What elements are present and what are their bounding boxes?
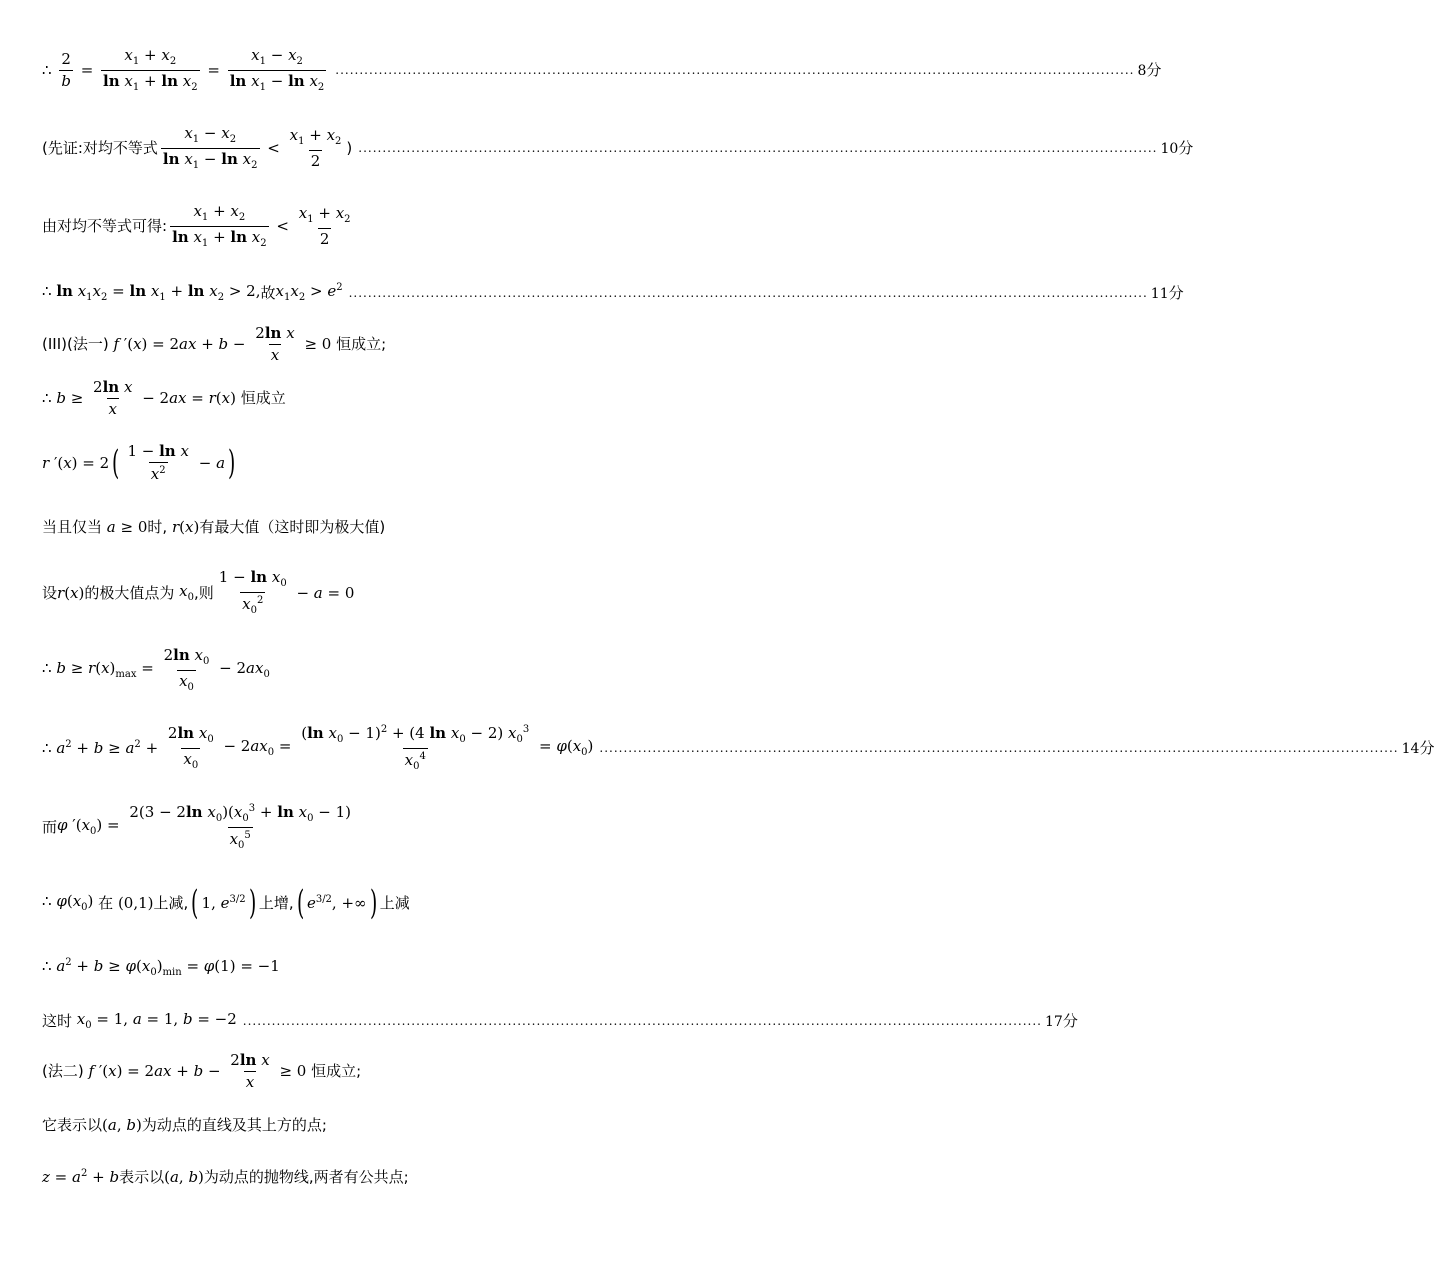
line-16: 这时 $x_0 = 1$, a = 1, b = −2 ...................................................................................................................................................................... 17分 [42, 1009, 1078, 1031]
fraction: $\frac{2\ln x_0}{x_0}$ [163, 645, 210, 693]
fraction: $\frac{x_1 + x_2}{\ln x_1 + \ln x_2}$ [172, 201, 267, 249]
score-mark: 11分 [1150, 283, 1184, 302]
line-5: (III)(法一) f ′(x) = 2ax + b − $\frac{\text{2ln x}}{x}$ ≥ 0 恒成立; [42, 323, 387, 364]
line-2: (先证:对均不等式 $\frac{x_1 - x_2}{\ln x_1 - \ln x_2}$ < $\frac{x_1 + x_2}{2}$ ) ...................................................................................................................................................................... 10分 [42, 123, 1194, 171]
line-17: (法二) f ′(x) = 2ax + b − $\frac{\text{2ln x}}{x}$ ≥ 0 恒成立; [42, 1050, 362, 1091]
leader-dots: ...................................................................................................................................................................... [358, 141, 1158, 155]
fraction: $\frac{x_1 + x_2}{2}$ [298, 203, 351, 248]
score-mark: 8分 [1137, 60, 1162, 79]
fraction: $\frac{2}{b}$ [61, 49, 71, 90]
leader-dots: ...................................................................................................................................................................... [348, 286, 1148, 300]
fraction: $\frac{x_1 - x_2}{\ln x_1 - \ln x_2}$ [229, 45, 325, 93]
line-15: ∴ $a^2 + b \ge \varphi(x_0)_{min} = \varphi(1) = -1$ [42, 957, 280, 978]
line-14: ∴ $\varphi(x_0)$ 在 (0,1) 上减, ( 1, $e^{3/2}$ ) 上增, ( $e^{3/2}$, +∞ ) 上减 [42, 883, 410, 923]
fraction: $\frac{2(3 - 2\ln x_0)(x_0^3 + \ln x_0 - 1)}{x_0^5}$ [129, 802, 351, 851]
fraction: $\frac{\text{2ln x}}{x}$ [230, 1050, 270, 1091]
score-mark: 10分 [1160, 138, 1194, 157]
score-mark: 14分 [1401, 738, 1434, 757]
line-10: ∴ $b \ge r(x)_{max}$ = $\frac{2\ln x_0}{x_0}$ − $2ax_0$ [42, 645, 270, 693]
leader-dots: ...................................................................................................................................................................... [599, 741, 1399, 755]
line-9: 设 r(x) 的极大值点为 $x_0$ ,则 $\frac{1 - \ln x_0}{x_0^2}$ − a = 0 [42, 568, 355, 616]
line-7: r ′(x) = 2 ( $\frac{\text{1 − ln x}}{x^2}$ − a ) [42, 442, 236, 483]
line-19: $z = a^2 + b$ 表示以 (a, b) 为动点的抛物线,两者有公共点; [42, 1167, 409, 1186]
line-3: 由对均不等式可得: $\frac{x_1 + x_2}{\ln x_1 + \ln x_2}$ < $\frac{x_1 + x_2}{2}$ [42, 201, 351, 249]
fraction: $\frac{\text{2ln x}}{x}$ [255, 323, 295, 364]
fraction: $\frac{\text{2ln x}}{x}$ [93, 377, 133, 418]
leader-dots: ...................................................................................................................................................................... [335, 63, 1135, 77]
line-8: 当且仅当 a ≥ 0 时, r(x) 有最大值（这时即为极大值) [42, 517, 386, 536]
fraction: $\frac{2\ln x_0}{x_0}$ [167, 723, 214, 771]
fraction: $\frac{x_1 + x_2}{\ln x_1 + \ln x_2}$ [103, 45, 198, 93]
line-13: 而 φ $'(x_0)$ = $\frac{2(3 - 2\ln x_0)(x_0^3 + \ln x_0 - 1)}{x_0^5}$ [42, 802, 351, 851]
line-4: ∴ $\ln x_1x_2 = \ln x_1 + \ln x_2 > 2$, 故 $x_1x_2 > e^2$ ...................................................................................................................................................................... 11分 [42, 281, 1184, 303]
fraction: $\frac{x_1 + x_2}{2}$ [289, 125, 342, 170]
line-6: ∴ b ≥ $\frac{\text{2ln x}}{x}$ − 2ax = r(x) 恒成立 [42, 377, 286, 418]
fraction: $\frac{(\ln x_0 - 1)^2 + (4 \ln x_0 - 2) x_0^3}{x_0^4}$ [301, 723, 530, 772]
score-mark: 17分 [1045, 1011, 1078, 1030]
fraction: $\frac{1 - \ln x_0}{x_0^2}$ [218, 568, 287, 616]
line-18: 它表示以 (a, b) 为动点的直线及其上方的点; [42, 1115, 327, 1134]
line-12: ∴ $a^2 + b \ge a^2$ + $\frac{2\ln x_0}{x_0}$ − $2ax_0$ = $\frac{(\ln x_0 - 1)^2 + (4 \ln x_0 - 2) x_0^3}{x_0^4}$ = $\varphi(x_0)$ ...................................................................................................................................................................... 14分 [42, 723, 1434, 772]
fraction: $\frac{x_1 - x_2}{\ln x_1 - \ln x_2}$ [162, 123, 258, 171]
leader-dots: ...................................................................................................................................................................... [242, 1014, 1042, 1028]
line-1: ∴ $\frac{2}{b}$ = $\frac{x_1 + x_2}{\ln x_1 + \ln x_2}$ = $\frac{x_1 - x_2}{\ln x_1 - \ln x_2}$ ...................................................................................................................................................................... 8分 [42, 45, 1162, 93]
fraction: $\frac{\text{1 − ln x}}{x^2}$ [127, 442, 189, 483]
